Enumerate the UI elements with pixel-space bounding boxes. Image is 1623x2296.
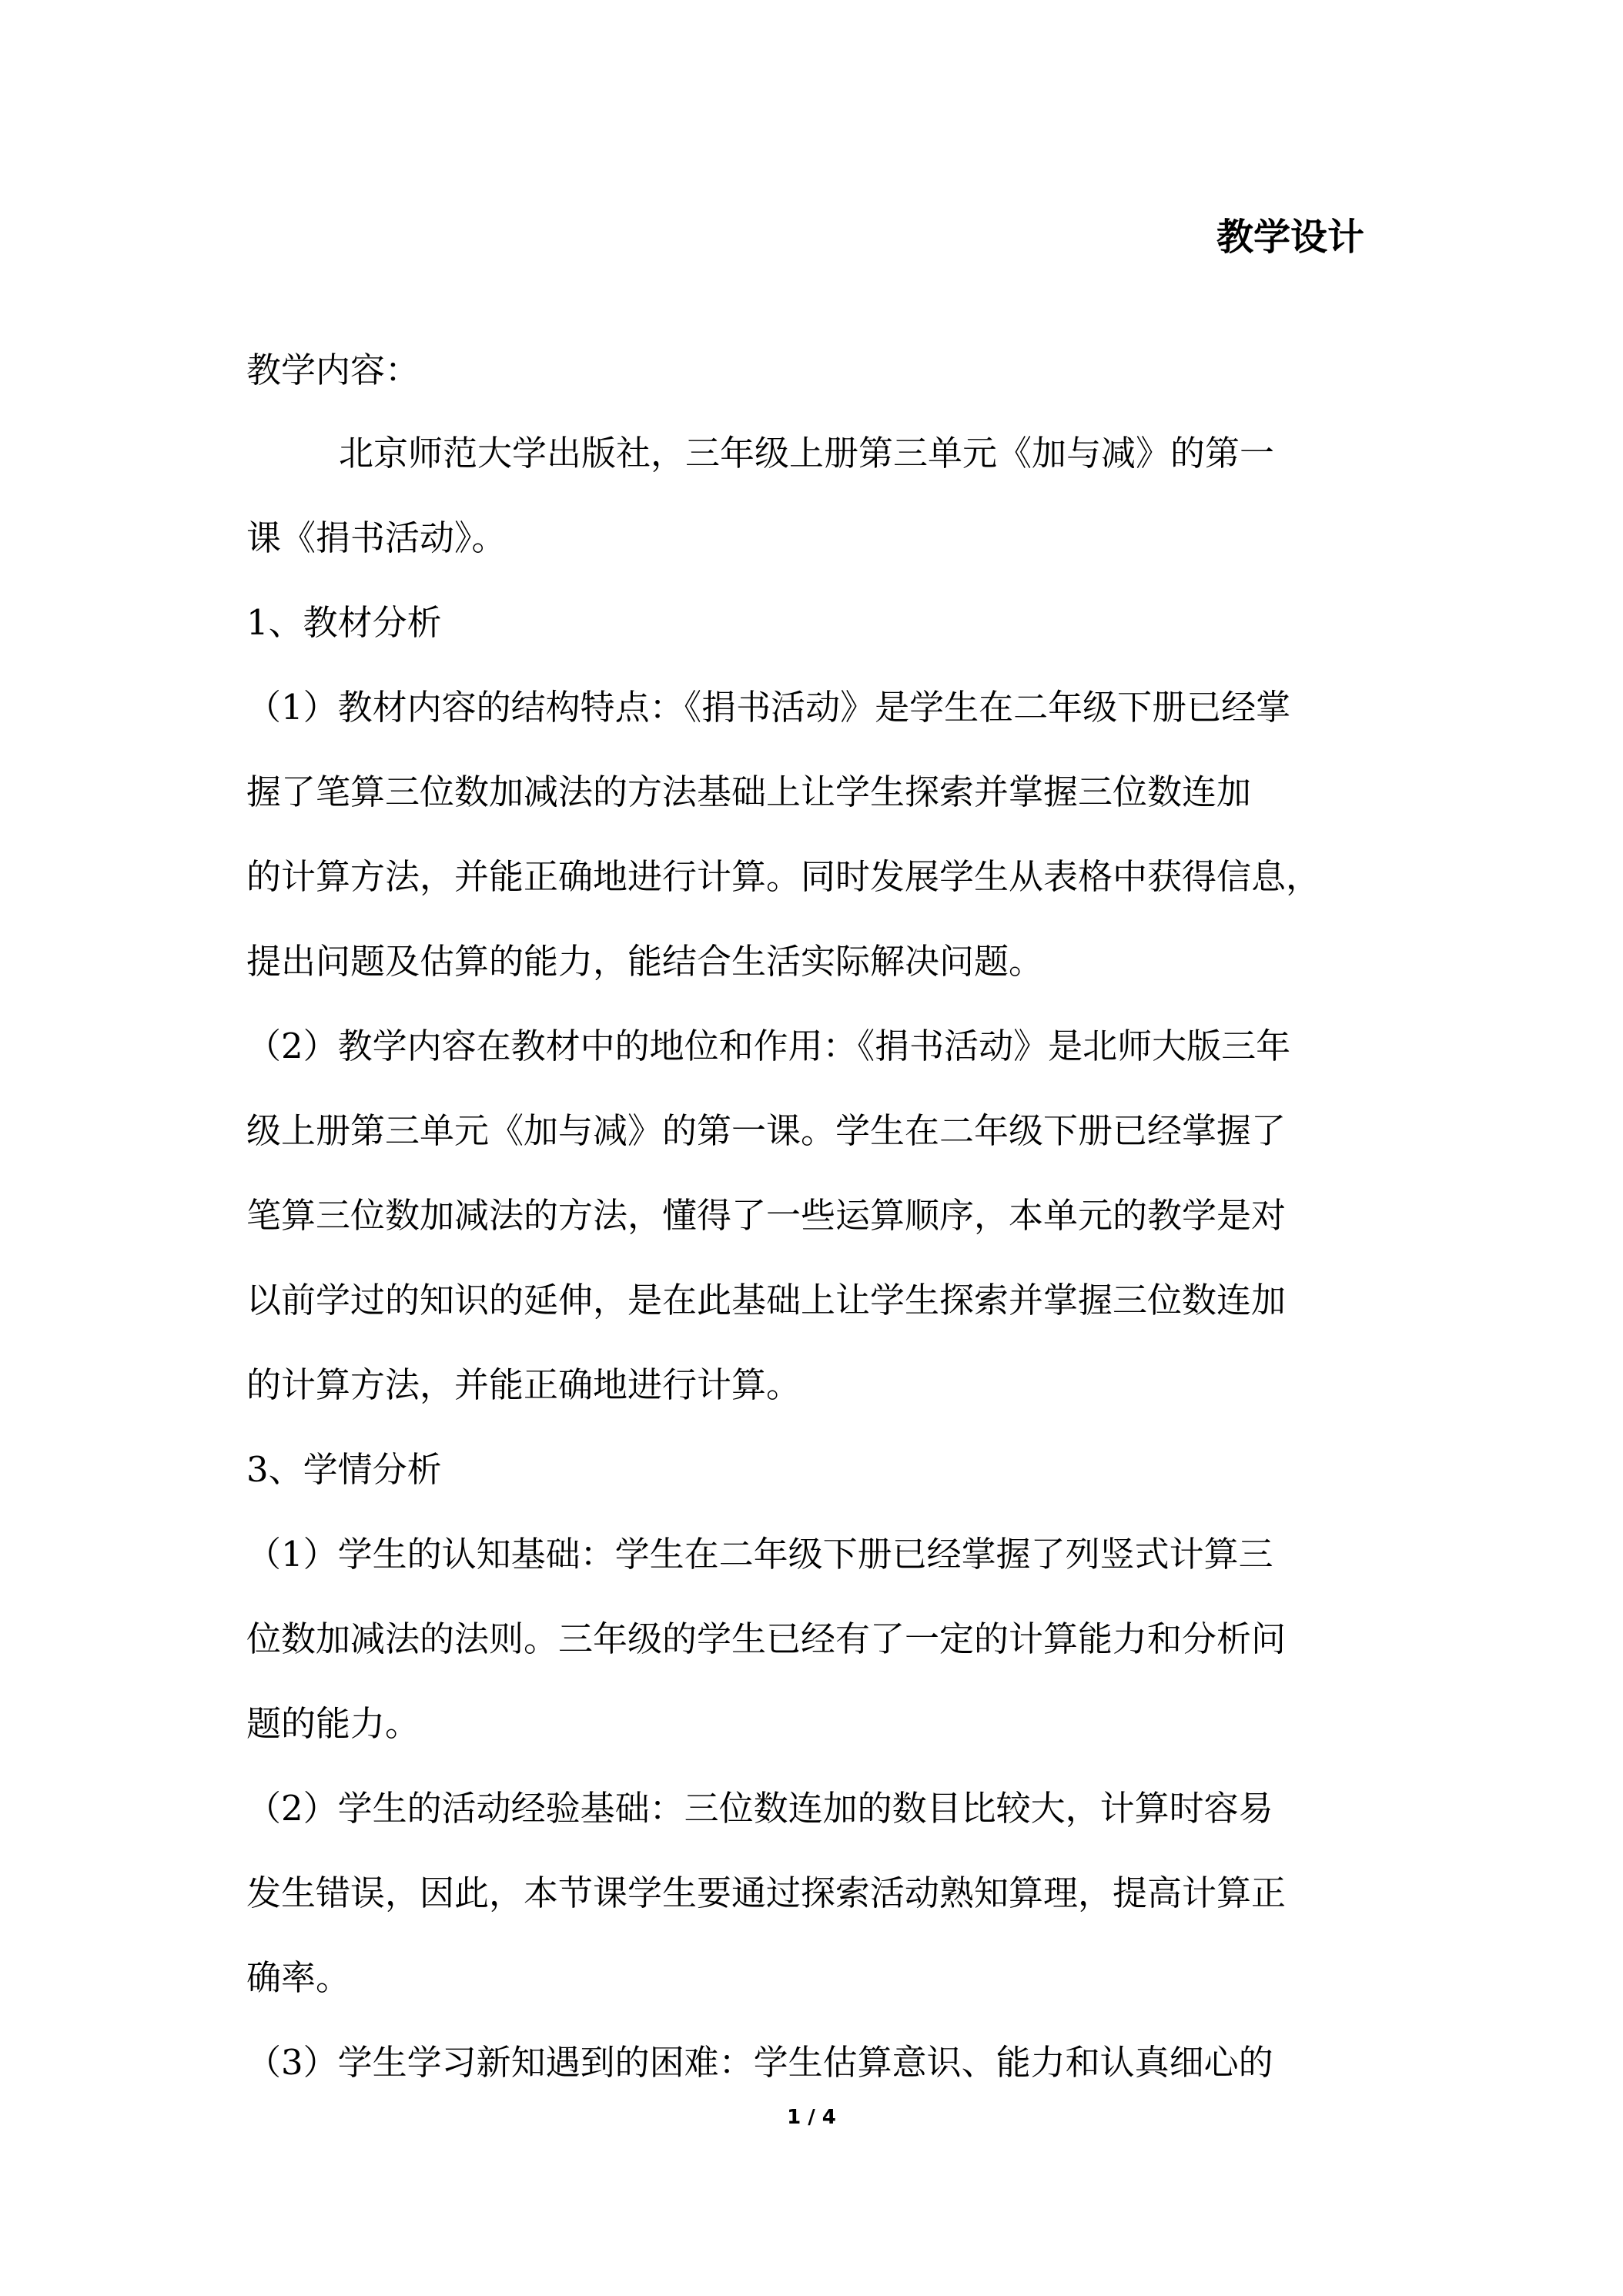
paragraph-line: 题的能力。 (246, 1703, 420, 1744)
paragraph-line: 级上册第三单元《加与减》的第一课。学生在二年级下册已经掌握了 (246, 1110, 1287, 1151)
section-heading-learner-analysis: 3、学情分析 (246, 1449, 442, 1490)
paragraph-line: 发生错误，因此，本节课学生要通过探索活动熟知算理，提高计算正 (246, 1873, 1287, 1913)
document-title: 教学设计 (1216, 216, 1365, 259)
paragraph-line: 位数加减法的法则。三年级的学生已经有了一定的计算能力和分析问 (246, 1618, 1287, 1659)
section-heading-textbook-analysis: 1、教材分析 (246, 602, 442, 643)
paragraph-line: （1）教材内容的结构特点：《捐书活动》是学生在二年级下册已经掌 (246, 687, 1291, 728)
paragraph-line: 笔算三位数加减法的方法，懂得了一些运算顺序，本单元的教学是对 (246, 1195, 1287, 1236)
paragraph-line: 握了笔算三位数加减法的方法基础上让学生探索并掌握三位数连加 (246, 771, 1252, 812)
page-number: 1 / 4 (787, 2106, 836, 2129)
section-heading-content: 教学内容： (246, 350, 420, 390)
paragraph-line: 提出问题及估算的能力，能结合生活实际解决问题。 (246, 941, 1044, 982)
paragraph-line: 北京师范大学出版社，三年级上册第三单元《加与减》的第一 (339, 433, 1275, 474)
paragraph-line: （3）学生学习新知遇到的困难：学生估算意识、能力和认真细心的 (246, 2042, 1273, 2083)
paragraph-line: （2）教学内容在教材中的地位和作用：《捐书活动》是北师大版三年 (246, 1026, 1291, 1066)
paragraph-line: 以前学过的知识的延伸，是在此基础上让学生探索并掌握三位数连加 (246, 1280, 1287, 1320)
paragraph-line: 的计算方法，并能正确地进行计算。同时发展学生从表格中获得信息， (246, 856, 1321, 897)
paragraph-line: （2）学生的活动经验基础：三位数连加的数目比较大，计算时容易 (246, 1788, 1273, 1829)
paragraph-line: 的计算方法，并能正确地进行计算。 (246, 1364, 801, 1405)
paragraph-line: 确率。 (246, 1957, 351, 1998)
paragraph-line: （1）学生的认知基础：学生在二年级下册已经掌握了列竖式计算三 (246, 1534, 1273, 1575)
paragraph-line: 课《捐书活动》。 (246, 517, 507, 558)
